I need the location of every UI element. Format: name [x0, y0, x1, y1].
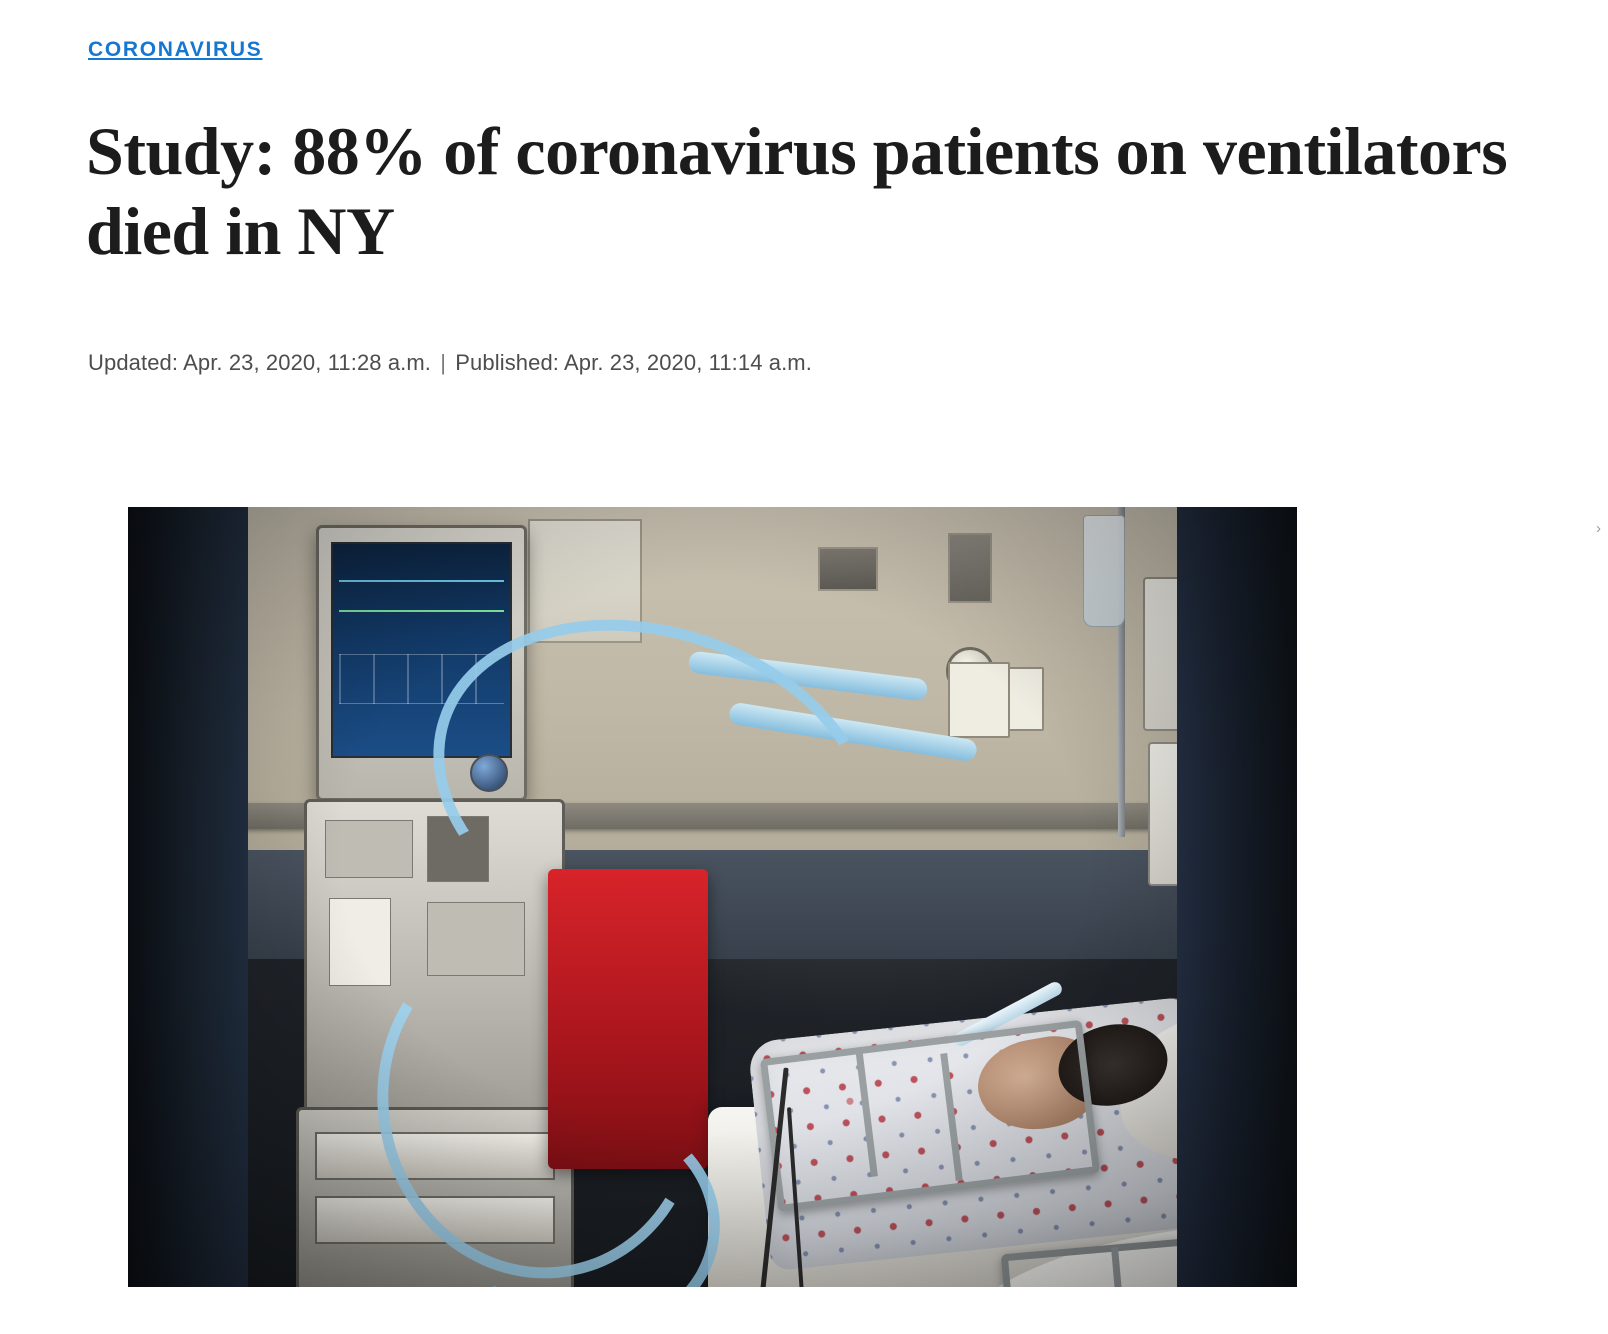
wall-switch-plate	[948, 533, 992, 603]
flow-waveform	[339, 610, 504, 612]
privacy-curtain-right	[1177, 507, 1297, 1287]
wall-device-box	[818, 547, 878, 591]
byline	[88, 348, 812, 379]
pressure-waveform	[339, 580, 504, 582]
page-title: Study: 88% of coronavirus patients on ventilators died in NY	[86, 113, 1508, 269]
privacy-curtain-left	[128, 507, 248, 1287]
byline-separator: |	[440, 350, 447, 375]
suction-outlet-icon	[1008, 667, 1044, 731]
ventilator-filter	[329, 898, 391, 986]
published-timestamp: Published: Apr. 23, 2020, 11:14 a.m.	[455, 350, 812, 375]
gas-outlet-icon	[948, 662, 1010, 738]
hospital-icu-photo	[128, 507, 1297, 1287]
section-kicker-link[interactable]: CORONAVIRUS	[88, 38, 263, 61]
iv-bag-icon	[1083, 515, 1125, 627]
article-lead-image	[128, 507, 1297, 1287]
chevron-right-icon[interactable]: ›	[1596, 520, 1601, 537]
updated-timestamp: Updated: Apr. 23, 2020, 11:28 a.m.	[88, 350, 432, 375]
ventilator-module-a	[325, 820, 413, 878]
